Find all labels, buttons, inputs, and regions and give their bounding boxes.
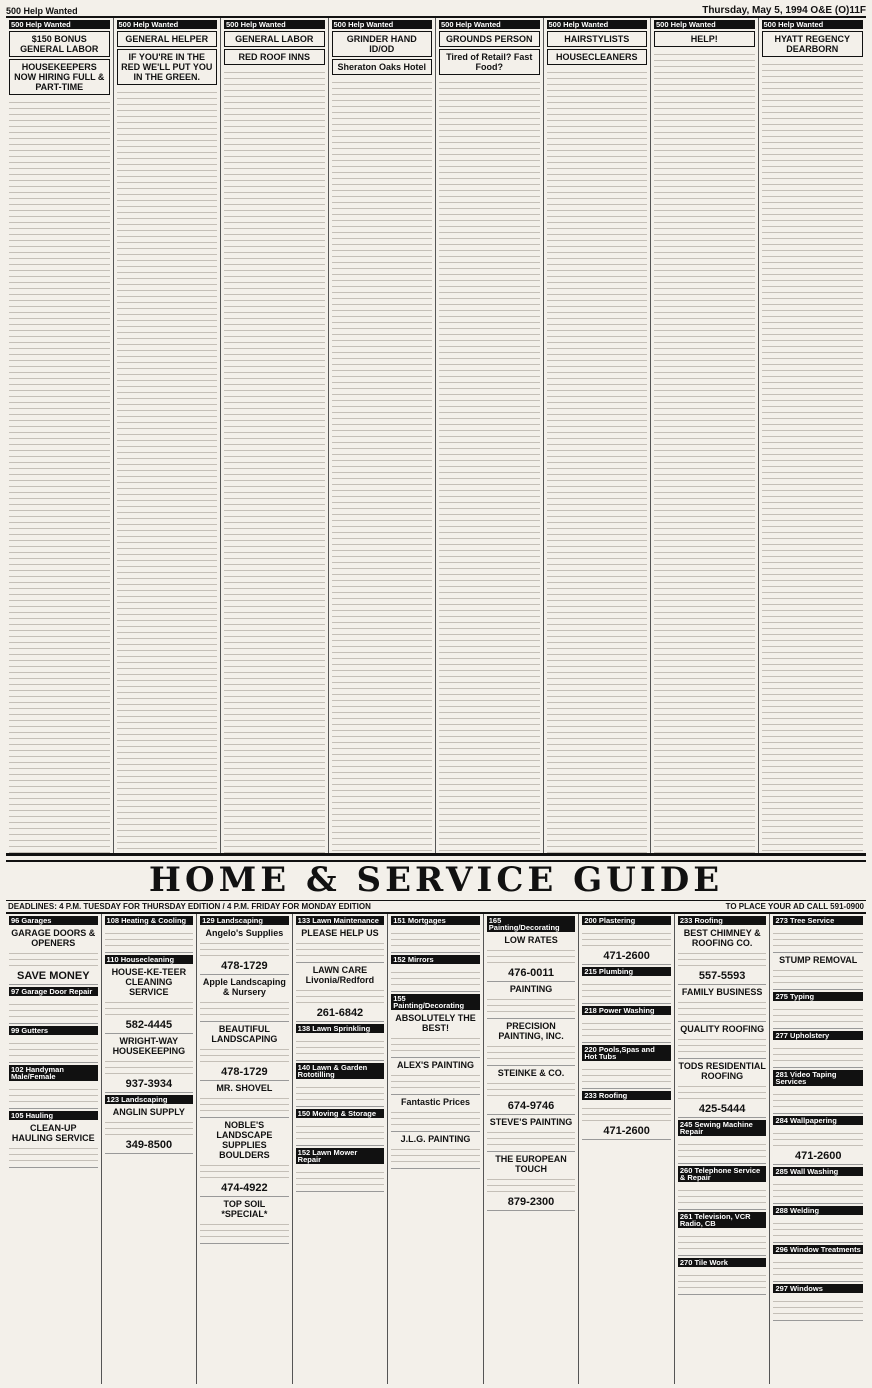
service-ad-copy xyxy=(296,1121,385,1143)
place-ad-text: TO PLACE YOUR AD CALL 591-0900 xyxy=(725,902,864,911)
section: O&E xyxy=(810,5,833,16)
page-number: (O)11F xyxy=(834,5,866,16)
display-ad xyxy=(9,31,110,57)
service-ad xyxy=(487,1020,576,1066)
service-ad xyxy=(200,976,289,1022)
date: Thursday, May 5, 1994 xyxy=(702,5,808,16)
category-header: 97 Garage Door Repair xyxy=(9,987,98,996)
deadline-text: DEADLINES: 4 P.M. TUESDAY FOR THURSDAY EDITION / 4 P.M. FRIDAY FOR MONDAY EDITION xyxy=(8,902,371,911)
category-header: 133 Lawn Maintenance xyxy=(296,916,385,925)
service-ad xyxy=(582,927,671,965)
ad-headline: GRINDER HAND ID/OD xyxy=(346,34,417,55)
column-header: 500 Help Wanted xyxy=(224,20,325,29)
service-ad-copy xyxy=(487,1174,576,1196)
service-ad xyxy=(487,934,576,982)
service-ad xyxy=(391,1133,480,1169)
category-header: 152 Lawn Mower Repair xyxy=(296,1148,385,1164)
service-ad xyxy=(200,1119,289,1197)
help-column xyxy=(544,18,652,853)
service-ad-copy xyxy=(200,1044,289,1066)
service-ad-phone: 582-4445 xyxy=(125,1019,173,1031)
category-header: 165 Painting/Decorating xyxy=(487,916,576,932)
service-column xyxy=(293,914,389,1384)
service-ad xyxy=(678,1060,767,1118)
display-ad xyxy=(224,31,325,47)
category-header: 288 Welding xyxy=(773,1206,863,1215)
service-ad-phone: 674-9746 xyxy=(507,1100,555,1112)
service-ad xyxy=(582,978,671,1004)
service-ad xyxy=(582,1063,671,1089)
service-ad-phone: 425-5444 xyxy=(698,1103,746,1115)
help-column xyxy=(6,18,114,853)
display-ad xyxy=(547,31,648,47)
date-line xyxy=(702,5,866,16)
service-ad-copy xyxy=(200,1093,289,1115)
service-ad xyxy=(200,1023,289,1081)
classified-text-block xyxy=(762,59,864,853)
service-ad-phone: 557-5593 xyxy=(698,970,746,982)
category-header: 233 Roofing xyxy=(582,1091,671,1100)
category-header: 260 Telephone Service & Repair xyxy=(678,1166,767,1182)
service-ad-copy xyxy=(200,1160,289,1182)
service-ad-copy xyxy=(391,1107,480,1129)
service-ad-copy xyxy=(200,997,289,1019)
service-ad-title: PRECISION PAINTING, INC. xyxy=(498,1021,564,1041)
service-ad xyxy=(9,998,98,1024)
service-ad-copy xyxy=(487,1041,576,1063)
display-ad xyxy=(654,31,755,47)
display-ad xyxy=(117,49,218,85)
category-header: 140 Lawn & Garden Rototilling xyxy=(296,1063,385,1079)
ad-headline: RED ROOF INNS xyxy=(238,52,310,63)
service-ad xyxy=(773,1178,863,1204)
display-ad xyxy=(332,59,433,75)
service-ad xyxy=(773,1217,863,1243)
service-ad-phone: 476-0011 xyxy=(508,967,554,979)
category-header: 220 Pools,Spas and Hot Tubs xyxy=(582,1045,671,1061)
service-ad xyxy=(200,1198,289,1244)
service-ad xyxy=(678,1184,767,1210)
ad-headline: GENERAL LABOR xyxy=(235,34,314,45)
category-header: 102 Handyman Male/Female xyxy=(9,1065,98,1081)
service-guide-columns xyxy=(6,914,866,1384)
display-ad xyxy=(439,49,540,75)
ad-headline: HOUSEKEEPERS NOW HIRING FULL & PART-TIME xyxy=(14,62,105,93)
classified-text-block xyxy=(439,77,540,853)
category-header: 123 Landscaping xyxy=(105,1095,194,1104)
service-ad-title: MR. SHOVEL xyxy=(216,1083,273,1093)
service-ad-copy xyxy=(678,1231,767,1253)
service-ad-title: PAINTING xyxy=(509,984,553,994)
service-ad-copy xyxy=(487,1078,576,1100)
service-ad xyxy=(773,1042,863,1068)
category-header: 285 Wall Washing xyxy=(773,1167,863,1176)
service-ad-copy xyxy=(200,938,289,960)
category-header: 129 Landscaping xyxy=(200,916,289,925)
category-header: 151 Mortgages xyxy=(391,916,480,925)
service-ad xyxy=(391,1012,480,1058)
service-ad-copy xyxy=(582,928,671,950)
service-ad xyxy=(678,986,767,1022)
service-ad xyxy=(582,1017,671,1043)
help-column xyxy=(329,18,437,853)
service-ad-title: ABSOLUTELY THE BEST! xyxy=(395,1013,476,1033)
display-ad xyxy=(117,31,218,47)
service-ad-title: LAWN CARE Livonia/Redford xyxy=(305,965,375,985)
ad-headline: Sheraton Oaks Hotel xyxy=(337,62,427,73)
classified-text-block xyxy=(654,49,755,853)
service-ad xyxy=(296,1166,385,1192)
service-ad-phone: 879-2300 xyxy=(507,1196,555,1208)
service-column xyxy=(770,914,866,1384)
service-ad-title: HOUSE-KE-TEER CLEANING SERVICE xyxy=(111,967,187,997)
column-header: 500 Help Wanted xyxy=(117,20,218,29)
service-ad xyxy=(391,1059,480,1095)
service-ad-title: LOW RATES xyxy=(504,935,558,945)
category-header: 150 Moving & Storage xyxy=(296,1109,385,1118)
service-ad xyxy=(773,1256,863,1282)
service-ad-copy xyxy=(773,1004,863,1026)
service-ad xyxy=(9,927,98,985)
column-header: 500 Help Wanted xyxy=(9,20,110,29)
service-ad-copy xyxy=(773,1296,863,1318)
service-ad-copy xyxy=(773,1128,863,1150)
service-ad-copy xyxy=(582,979,671,1001)
service-ad-copy xyxy=(773,1179,863,1201)
service-ad xyxy=(105,1035,194,1093)
service-ad xyxy=(391,927,480,953)
service-ad-copy xyxy=(582,1018,671,1040)
service-ad xyxy=(105,927,194,953)
classified-text-block xyxy=(547,67,648,853)
classified-text-block xyxy=(117,87,218,853)
service-ad-phone: 261-6842 xyxy=(316,1007,364,1019)
service-column xyxy=(102,914,198,1384)
service-ad-copy xyxy=(678,1185,767,1207)
service-ad-copy xyxy=(773,965,863,987)
service-ad xyxy=(487,983,576,1019)
service-column xyxy=(197,914,293,1384)
service-column xyxy=(579,914,675,1384)
service-ad-copy xyxy=(773,928,863,950)
service-ad xyxy=(296,964,385,1022)
category-header: 296 Window Treatments xyxy=(773,1245,863,1254)
category-header: 245 Sewing Machine Repair xyxy=(678,1120,767,1136)
help-column xyxy=(114,18,222,853)
service-ad-copy xyxy=(678,1270,767,1292)
service-ad xyxy=(9,1083,98,1109)
service-ad xyxy=(678,1023,767,1059)
service-ad-phone: 474-4922 xyxy=(221,1182,268,1194)
service-ad-copy xyxy=(773,1089,863,1111)
ad-headline: GROUNDS PERSON xyxy=(445,34,533,45)
service-ad-phone: 471-2600 xyxy=(603,950,650,962)
category-header: 138 Lawn Sprinkling xyxy=(296,1024,385,1033)
service-ad xyxy=(9,1122,98,1168)
category-header: 297 Windows xyxy=(773,1284,863,1293)
service-ad-copy xyxy=(296,1082,385,1104)
service-ad xyxy=(773,1295,863,1321)
service-ad-title: GARAGE DOORS & OPENERS xyxy=(11,928,96,948)
column-header: 500 Help Wanted xyxy=(654,20,755,29)
help-column xyxy=(759,18,867,853)
service-ad xyxy=(773,927,863,953)
service-ad xyxy=(773,1003,863,1029)
service-ad-copy xyxy=(678,948,767,970)
banner-title: HOME & SERVICE GUIDE xyxy=(148,860,724,900)
service-column xyxy=(484,914,580,1384)
help-column xyxy=(221,18,329,853)
service-ad-title: THE EUROPEAN TOUCH xyxy=(495,1154,567,1174)
help-header-left: 500 Help Wanted xyxy=(6,6,78,16)
service-ad-copy xyxy=(678,1081,767,1103)
column-header: 500 Help Wanted xyxy=(332,20,433,29)
service-ad-copy xyxy=(296,938,385,960)
display-ad xyxy=(762,31,864,57)
service-ad-copy xyxy=(678,1034,767,1056)
service-ad xyxy=(582,1102,671,1140)
category-header: 277 Upholstery xyxy=(773,1031,863,1040)
service-ad xyxy=(296,1120,385,1146)
service-column xyxy=(675,914,771,1384)
category-header: 270 Tile Work xyxy=(678,1258,767,1267)
service-ad-copy xyxy=(296,1167,385,1189)
service-ad-copy xyxy=(487,1127,576,1149)
service-ad xyxy=(678,1138,767,1164)
service-ad xyxy=(200,927,289,975)
service-ad-copy xyxy=(9,999,98,1021)
category-header: 273 Tree Service xyxy=(773,916,863,925)
service-ad-title: ANGLIN SUPPLY xyxy=(112,1107,185,1117)
service-ad-copy xyxy=(9,948,98,970)
service-ad xyxy=(391,966,480,992)
service-ad-phone: 478-1729 xyxy=(221,960,268,972)
service-ad xyxy=(105,966,194,1034)
service-ad xyxy=(487,1153,576,1211)
service-ad-title: STEVE'S PAINTING xyxy=(489,1117,573,1127)
service-ad-title: WRIGHT-WAY HOUSEKEEPING xyxy=(112,1036,186,1056)
ad-headline: HAIRSTYLISTS xyxy=(564,34,630,45)
service-ad-phone: 937-3934 xyxy=(125,1078,173,1090)
service-ad-copy xyxy=(582,1064,671,1086)
ad-headline: GENERAL HELPER xyxy=(125,34,209,45)
category-header: 261 Television, VCR Radio, CB xyxy=(678,1212,767,1228)
display-ad xyxy=(9,59,110,95)
service-ad-title: Fantastic Prices xyxy=(400,1097,471,1107)
service-ad xyxy=(773,954,863,990)
service-ad-copy xyxy=(391,928,480,950)
service-ad-copy xyxy=(487,994,576,1016)
help-column xyxy=(436,18,544,853)
service-ad-copy xyxy=(296,1036,385,1058)
service-ad-title: QUALITY ROOFING xyxy=(680,1024,765,1034)
service-column xyxy=(6,914,102,1384)
service-ad-copy xyxy=(773,1257,863,1279)
ad-headline: HELP! xyxy=(690,34,718,45)
ad-headline: Tired of Retail? Fast Food? xyxy=(446,52,533,73)
ad-headline: IF YOU'RE IN THE RED WE'LL PUT YOU IN THE GREEN. xyxy=(121,52,213,83)
service-ad-copy xyxy=(200,1219,289,1241)
display-ad xyxy=(224,49,325,65)
service-ad-copy xyxy=(9,1038,98,1060)
service-ad-title: TODS RESIDENTIAL ROOFING xyxy=(678,1061,766,1081)
service-ad-copy xyxy=(296,985,385,1007)
service-ad-phone: 471-2600 xyxy=(794,1150,842,1162)
category-header: 152 Mirrors xyxy=(391,955,480,964)
service-ad-title: STEINKE & CO. xyxy=(497,1068,565,1078)
column-header: 500 Help Wanted xyxy=(439,20,540,29)
help-column xyxy=(651,18,759,853)
service-ad xyxy=(678,1230,767,1256)
service-ad-copy xyxy=(582,1103,671,1125)
service-ad-phone: 471-2600 xyxy=(603,1125,650,1137)
ad-headline: HYATT REGENCY DEARBORN xyxy=(774,34,850,55)
service-guide-banner xyxy=(6,860,866,900)
category-header: 275 Typing xyxy=(773,992,863,1001)
help-wanted-columns xyxy=(6,18,866,856)
service-ad xyxy=(391,1096,480,1132)
service-ad-title: CLEAN-UP HAULING SERVICE xyxy=(11,1123,95,1143)
service-ad-phone: SAVE MONEY xyxy=(17,970,90,982)
service-ad-copy xyxy=(391,1144,480,1166)
category-header: 96 Garages xyxy=(9,916,98,925)
service-ad xyxy=(487,1067,576,1115)
category-header: 155 Painting/Decorating xyxy=(391,994,480,1010)
service-ad-title: STUMP REMOVAL xyxy=(779,955,858,965)
column-header: 500 Help Wanted xyxy=(547,20,648,29)
page-header xyxy=(6,4,866,18)
service-ad xyxy=(200,1082,289,1118)
classified-text-block xyxy=(332,77,433,853)
service-ad-phone: 478-1729 xyxy=(221,1066,268,1078)
service-ad-copy xyxy=(678,997,767,1019)
service-ad-title: NOBLE'S LANDSCAPE SUPPLIES BOULDERS xyxy=(216,1120,273,1160)
service-ad-copy xyxy=(9,1084,98,1106)
category-header: 105 Hauling xyxy=(9,1111,98,1120)
service-ad xyxy=(296,1035,385,1061)
service-ad xyxy=(296,927,385,963)
category-header: 110 Housecleaning xyxy=(105,955,194,964)
display-ad xyxy=(547,49,648,65)
service-ad-copy xyxy=(9,1143,98,1165)
service-ad xyxy=(487,1116,576,1152)
service-ad-copy xyxy=(487,945,576,967)
deadline-bar xyxy=(6,900,866,914)
service-ad xyxy=(105,1106,194,1154)
service-ad-copy xyxy=(105,1117,194,1139)
service-ad xyxy=(773,1127,863,1165)
service-ad xyxy=(678,1269,767,1295)
service-ad-title: BEAUTIFUL LANDSCAPING xyxy=(211,1024,278,1044)
service-ad-title: Angelo's Supplies xyxy=(205,928,284,938)
category-header: 281 Video Taping Services xyxy=(773,1070,863,1086)
service-ad xyxy=(773,1088,863,1114)
category-header: 284 Wallpapering xyxy=(773,1116,863,1125)
ad-headline: HOUSECLEANERS xyxy=(555,52,638,63)
service-ad xyxy=(678,927,767,985)
service-ad-copy xyxy=(105,997,194,1019)
category-header: 200 Plastering xyxy=(582,916,671,925)
service-ad xyxy=(9,1037,98,1063)
service-ad-title: PLEASE HELP US xyxy=(301,928,379,938)
classified-text-block xyxy=(224,67,325,853)
service-ad-title: FAMILY BUSINESS xyxy=(681,987,763,997)
service-ad-phone: 349-8500 xyxy=(125,1139,173,1151)
service-ad-title: J.L.G. PAINTING xyxy=(400,1134,471,1144)
category-header: 233 Roofing xyxy=(678,916,767,925)
service-ad-copy xyxy=(773,1218,863,1240)
service-ad-copy xyxy=(773,1043,863,1065)
service-ad-copy xyxy=(391,1070,480,1092)
category-header: 99 Gutters xyxy=(9,1026,98,1035)
category-header: 218 Power Washing xyxy=(582,1006,671,1015)
service-ad-copy xyxy=(105,1056,194,1078)
service-ad-title: Apple Landscaping & Nursery xyxy=(202,977,286,997)
service-column xyxy=(388,914,484,1384)
classified-text-block xyxy=(9,97,110,853)
display-ad xyxy=(439,31,540,47)
service-ad-title: BEST CHIMNEY & ROOFING CO. xyxy=(683,928,761,948)
ad-headline: $150 BONUS GENERAL LABOR xyxy=(20,34,99,55)
category-header: 215 Plumbing xyxy=(582,967,671,976)
column-header: 500 Help Wanted xyxy=(762,20,864,29)
category-header: 108 Heating & Cooling xyxy=(105,916,194,925)
service-ad-copy xyxy=(391,1033,480,1055)
service-ad-title: ALEX'S PAINTING xyxy=(397,1060,474,1070)
service-ad-copy xyxy=(391,967,480,989)
display-ad xyxy=(332,31,433,57)
service-ad-copy xyxy=(105,928,194,950)
service-ad xyxy=(296,1081,385,1107)
service-ad-title: TOP SOIL *SPECIAL* xyxy=(221,1199,268,1219)
service-ad-copy xyxy=(678,1139,767,1161)
